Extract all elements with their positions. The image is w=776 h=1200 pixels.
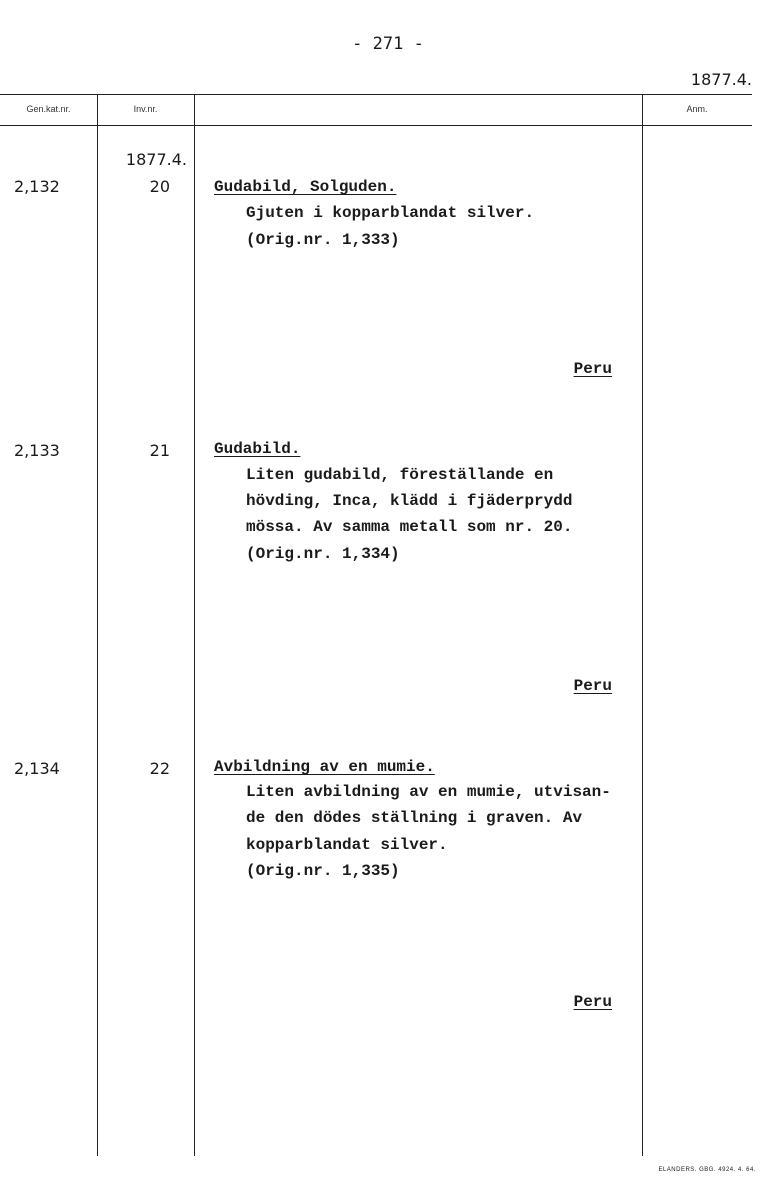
column-divider-inv (194, 94, 195, 1156)
entry-title: Gudabild, Solguden. (214, 178, 397, 196)
gen-number: 2,134 (14, 759, 60, 778)
entry-line: Liten avbildning av en mumie, utvisan- (246, 783, 611, 801)
column-header-inv: Inv.nr. (133, 104, 158, 114)
entry-line: (Orig.nr. 1,334) (246, 545, 400, 563)
gen-number: 2,133 (14, 441, 60, 460)
header-top-rule (0, 94, 752, 95)
inv-number: 21 (149, 441, 170, 460)
inv-number: 20 (149, 177, 170, 196)
entry-line: hövding, Inca, klädd i fjäderprydd (246, 492, 573, 510)
entry-place: Peru (573, 677, 612, 695)
entry-place: Peru (573, 360, 612, 378)
entry-line: (Orig.nr. 1,333) (246, 231, 400, 249)
entry-line: mössa. Av samma metall som nr. 20. (246, 518, 573, 536)
inv-year: 1877.4. (125, 150, 187, 169)
entry-line: kopparblandat silver. (246, 836, 448, 854)
entry-line: (Orig.nr. 1,335) (246, 862, 400, 880)
entry-line: de den dödes ställning i graven. Av (246, 809, 583, 827)
header-year: 1877.4. (690, 70, 752, 89)
entry-title: Avbildning av en mumie. (214, 758, 435, 776)
page-number: - 271 - (352, 34, 424, 54)
column-divider-anm (642, 94, 643, 1156)
entry-line: Liten gudabild, föreställande en (246, 466, 554, 484)
column-header-anm: Anm. (686, 104, 708, 114)
entry-line: Gjuten i kopparblandat silver. (246, 204, 535, 222)
printer-mark: ELANDERS. GBG. 4924. 4. 64. (658, 1167, 756, 1173)
entry-place: Peru (573, 993, 612, 1011)
entry-title: Gudabild. (214, 440, 301, 458)
gen-number: 2,132 (14, 177, 60, 196)
header-bottom-rule (0, 125, 752, 126)
column-divider-gen (97, 94, 98, 1156)
column-header-gen: Gen.kat.nr. (26, 104, 71, 114)
inv-number: 22 (149, 759, 170, 778)
